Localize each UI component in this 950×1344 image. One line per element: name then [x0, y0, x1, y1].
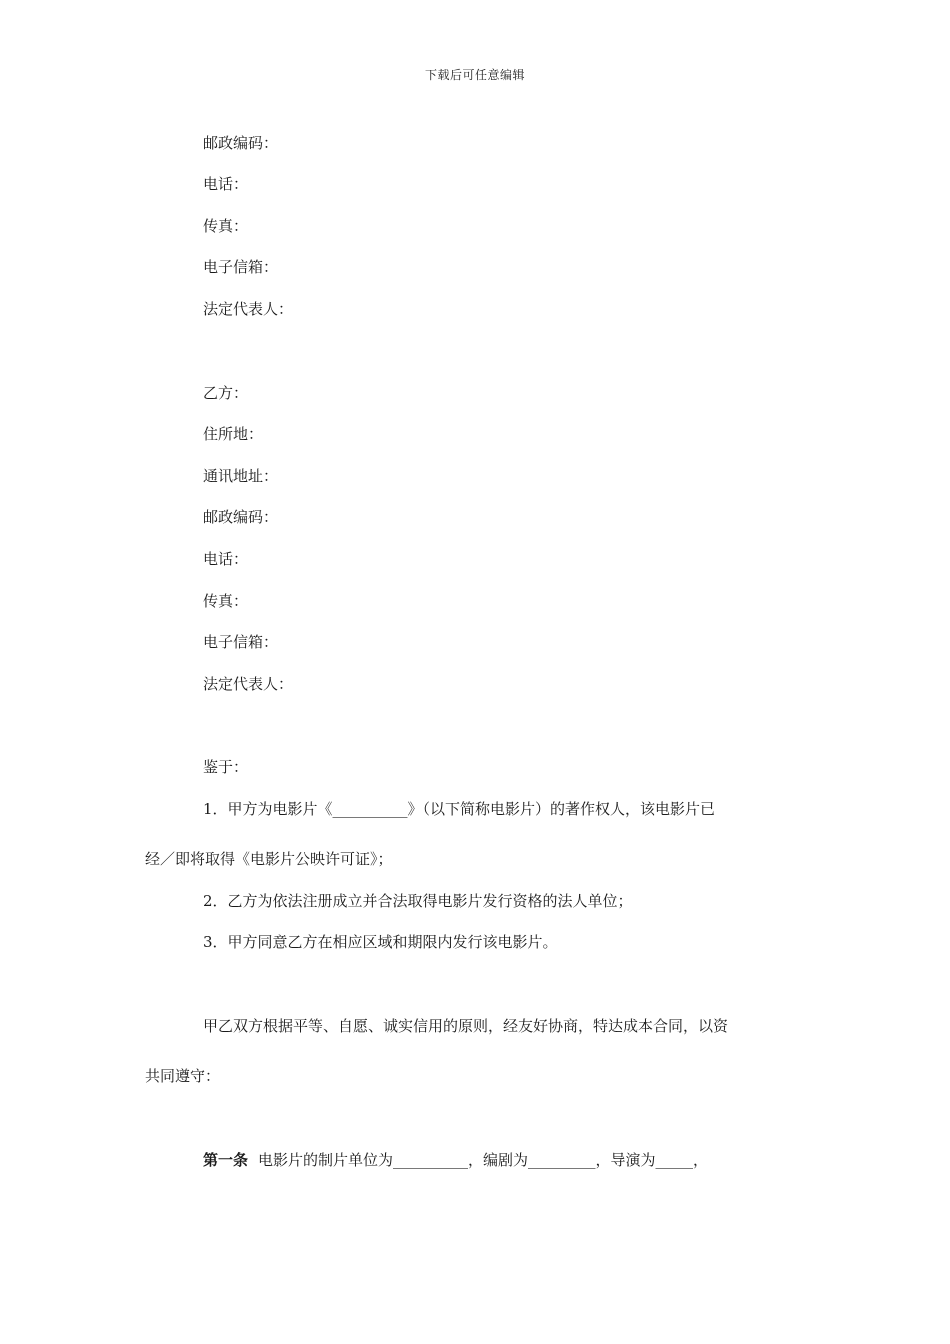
party-b-title: 乙方： — [203, 384, 249, 402]
whereas-item-3: 3．甲方同意乙方在相应区域和期限内发行该电影片。 — [203, 933, 558, 951]
party-b-address-label: 通讯地址： — [203, 467, 279, 485]
party-b-legal-rep-label: 法定代表人： — [203, 675, 294, 693]
whereas-title: 鉴于： — [203, 758, 249, 776]
party-b-postcode-label: 邮政编码： — [203, 508, 279, 526]
agreement-line-2: 共同遵守： — [145, 1067, 221, 1085]
party-b-fax-label: 传真： — [203, 592, 249, 610]
party-a-fax-label: 传真： — [203, 217, 249, 235]
party-a-phone-label: 电话： — [203, 175, 249, 193]
party-b-domicile-label: 住所地： — [203, 425, 264, 443]
party-b-email-label: 电子信箱： — [203, 633, 279, 651]
party-b-phone-label: 电话： — [203, 550, 249, 568]
whereas-item-2: 2．乙方为依法注册成立并合法取得电影片发行资格的法人单位； — [203, 892, 633, 910]
whereas-item-1-line-2: 经／即将取得《电影片公映许可证》； — [145, 850, 393, 868]
party-a-legal-rep-label: 法定代表人： — [203, 300, 294, 318]
party-a-email-label: 电子信箱： — [203, 258, 279, 276]
article-1-label: 第一条 — [203, 1151, 249, 1169]
party-a-postcode-label: 邮政编码： — [203, 134, 279, 152]
article-1-text: 电影片的制片单位为__________，编剧为_________，导演为_____， — [258, 1151, 709, 1169]
article-1 — [203, 1150, 708, 1170]
page-header: 下载后可任意编辑 — [424, 68, 525, 82]
agreement-line-1: 甲乙双方根据平等、自愿、诚实信用的原则，经友好协商，特达成本合同，以资 — [203, 1017, 729, 1035]
whereas-item-1-line-1: 1．甲方为电影片《__________》（以下简称电影片）的著作权人，该电影片已 — [203, 800, 716, 818]
